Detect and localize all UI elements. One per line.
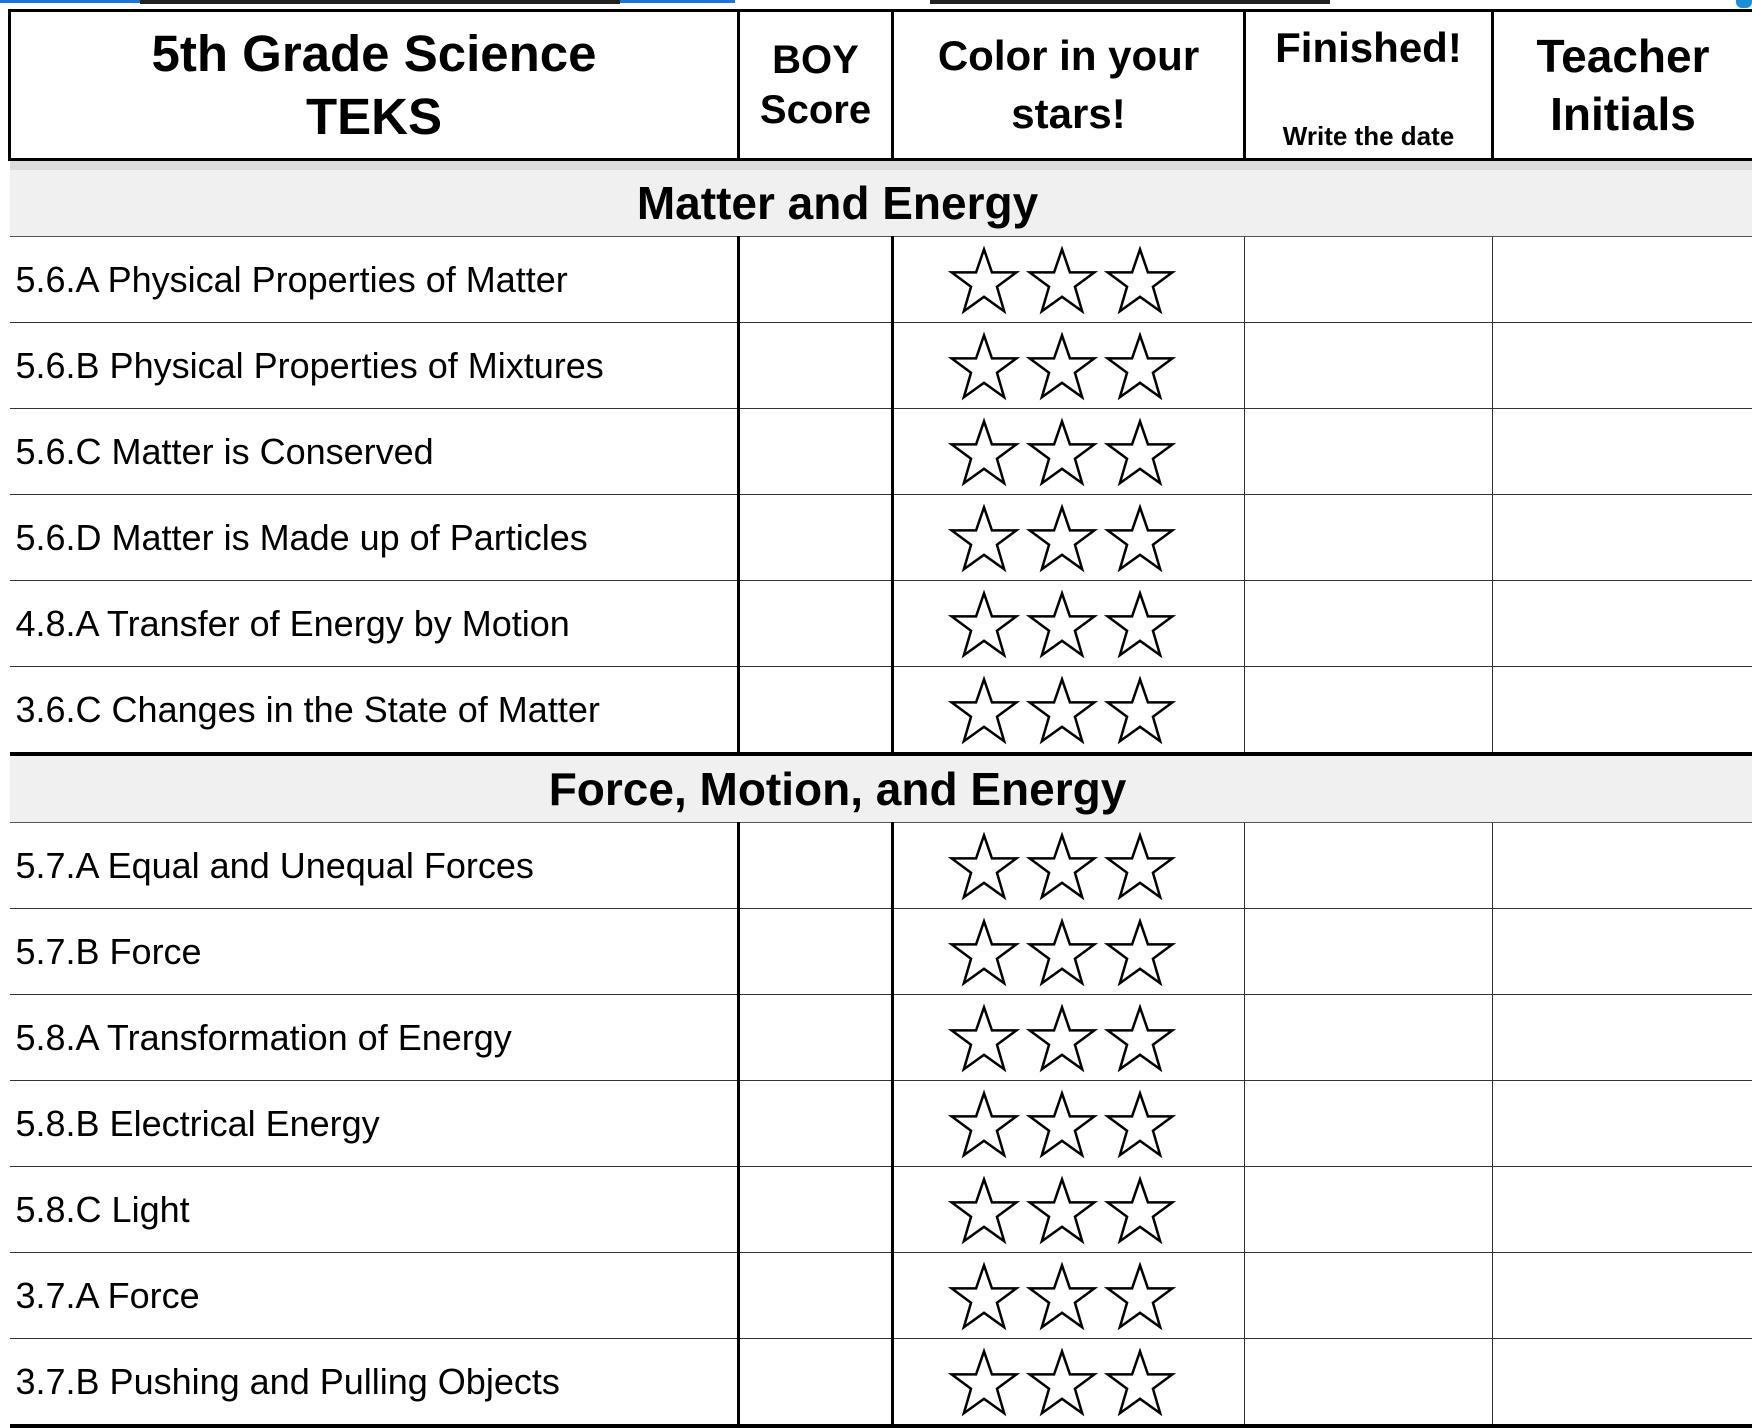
star-outline-icon[interactable] (1026, 1175, 1098, 1247)
table-row (10, 909, 1752, 995)
star-outline-icon[interactable] (1026, 417, 1098, 489)
finished-header-title: Finished! (1246, 24, 1491, 72)
teacher-initials-cell[interactable] (1493, 667, 1752, 755)
table-body (10, 160, 1752, 1427)
star-outline-icon[interactable] (1104, 917, 1176, 989)
progress-tracker-table (8, 9, 1752, 1428)
star-outline-icon[interactable] (1104, 831, 1176, 903)
stars-cell (893, 409, 1245, 495)
star-outline-icon[interactable] (948, 245, 1020, 317)
star-outline-icon[interactable] (1026, 675, 1098, 747)
stars-cell (893, 581, 1245, 667)
finished-date-cell[interactable] (1245, 237, 1493, 323)
star-outline-icon[interactable] (1026, 917, 1098, 989)
star-outline-icon[interactable] (1104, 245, 1176, 317)
star-outline-icon[interactable] (1026, 589, 1098, 661)
star-outline-icon[interactable] (948, 1261, 1020, 1333)
star-outline-icon[interactable] (948, 589, 1020, 661)
stars-header-line2: stars! (1011, 90, 1125, 137)
table-row (10, 323, 1752, 409)
boy-header-line1: BOY (772, 38, 859, 82)
star-outline-icon[interactable] (1104, 331, 1176, 403)
table-row (10, 581, 1752, 667)
teacher-initials-column-header (1493, 11, 1752, 160)
table-row (10, 409, 1752, 495)
teacher-initials-cell[interactable] (1493, 1081, 1752, 1167)
teacher-initials-cell[interactable] (1493, 323, 1752, 409)
teks-label: 5.8.B Electrical Energy (10, 1081, 739, 1167)
finished-date-cell[interactable] (1245, 409, 1493, 495)
teks-label: 5.6.C Matter is Conserved (10, 409, 739, 495)
star-outline-icon[interactable] (948, 417, 1020, 489)
star-outline-icon[interactable] (1104, 1261, 1176, 1333)
star-rating (948, 1003, 1176, 1075)
table-row (10, 495, 1752, 581)
top-underline (930, 0, 1330, 4)
finished-date-cell[interactable] (1245, 823, 1493, 909)
star-outline-icon[interactable] (1026, 1347, 1098, 1419)
section-header-row (10, 754, 1752, 823)
star-outline-icon[interactable] (1026, 1261, 1098, 1333)
finished-column-header (1245, 11, 1493, 160)
finished-date-cell[interactable] (1245, 1339, 1493, 1427)
boy-score-column-header (739, 11, 893, 160)
stars-cell (893, 995, 1245, 1081)
boy-score-cell[interactable] (739, 1339, 893, 1427)
boy-score-cell[interactable] (739, 409, 893, 495)
teacher-initials-cell[interactable] (1493, 237, 1752, 323)
stars-cell (893, 323, 1245, 409)
finished-date-cell[interactable] (1245, 581, 1493, 667)
star-outline-icon[interactable] (948, 1175, 1020, 1247)
star-rating (948, 1175, 1176, 1247)
table-row (10, 1253, 1752, 1339)
boy-score-cell[interactable] (739, 1167, 893, 1253)
star-outline-icon[interactable] (1026, 1089, 1098, 1161)
section-title: Matter and Energy (637, 177, 1038, 229)
table-row (10, 995, 1752, 1081)
teacher-initials-cell[interactable] (1493, 1253, 1752, 1339)
star-rating (948, 1261, 1176, 1333)
star-outline-icon[interactable] (948, 1089, 1020, 1161)
star-outline-icon[interactable] (948, 675, 1020, 747)
star-outline-icon[interactable] (1026, 245, 1098, 317)
finished-date-cell[interactable] (1245, 1081, 1493, 1167)
section-title: Force, Motion, and Energy (549, 763, 1127, 815)
star-outline-icon[interactable] (948, 1347, 1020, 1419)
finished-date-cell[interactable] (1245, 1253, 1493, 1339)
star-outline-icon[interactable] (948, 917, 1020, 989)
star-rating (948, 675, 1176, 747)
finished-date-cell[interactable] (1245, 495, 1493, 581)
teks-label: 5.7.A Equal and Unequal Forces (10, 823, 739, 909)
star-rating (948, 589, 1176, 661)
teks-label: 3.6.C Changes in the State of Matter (10, 667, 739, 755)
stars-cell (893, 237, 1245, 323)
teks-label: 5.6.A Physical Properties of Matter (10, 237, 739, 323)
boy-score-cell[interactable] (739, 581, 893, 667)
stars-cell (893, 1339, 1245, 1427)
star-rating (948, 917, 1176, 989)
teks-label: 3.7.A Force (10, 1253, 739, 1339)
teks-label: 5.8.A Transformation of Energy (10, 995, 739, 1081)
corner-mark-icon (1736, 0, 1752, 8)
star-outline-icon[interactable] (948, 503, 1020, 575)
teks-header-line1: 5th Grade Science (151, 25, 596, 82)
star-outline-icon[interactable] (1026, 831, 1098, 903)
top-underline (140, 0, 620, 4)
teks-label: 5.8.C Light (10, 1167, 739, 1253)
finished-date-cell[interactable] (1245, 323, 1493, 409)
teacher-initials-cell[interactable] (1493, 1167, 1752, 1253)
teacher-initials-cell[interactable] (1493, 823, 1752, 909)
table-row (10, 1081, 1752, 1167)
stars-cell (893, 1167, 1245, 1253)
star-outline-icon[interactable] (1104, 1175, 1176, 1247)
boy-score-cell[interactable] (739, 909, 893, 995)
star-outline-icon[interactable] (1026, 1003, 1098, 1075)
star-rating (948, 331, 1176, 403)
boy-score-cell[interactable] (739, 995, 893, 1081)
teacher-initials-cell[interactable] (1493, 409, 1752, 495)
header-row (10, 11, 1752, 160)
table-row (10, 237, 1752, 323)
stars-cell (893, 667, 1245, 755)
star-outline-icon[interactable] (1104, 675, 1176, 747)
finished-date-cell[interactable] (1245, 909, 1493, 995)
boy-score-cell[interactable] (739, 1253, 893, 1339)
table-row (10, 1339, 1752, 1427)
star-outline-icon[interactable] (948, 331, 1020, 403)
star-outline-icon[interactable] (1104, 1003, 1176, 1075)
finished-header-subtitle: Write the date (1246, 121, 1491, 152)
finished-date-cell[interactable] (1245, 1167, 1493, 1253)
teks-column-header (10, 11, 739, 160)
stars-cell (893, 495, 1245, 581)
header-spacer (10, 160, 1752, 171)
boy-score-cell[interactable] (739, 495, 893, 581)
boy-score-cell[interactable] (739, 237, 893, 323)
stars-cell (893, 909, 1245, 995)
teks-label: 5.6.D Matter is Made up of Particles (10, 495, 739, 581)
boy-score-cell[interactable] (739, 667, 893, 755)
star-outline-icon[interactable] (1104, 1347, 1176, 1419)
stars-cell (893, 1081, 1245, 1167)
star-outline-icon[interactable] (1104, 1089, 1176, 1161)
star-outline-icon[interactable] (1104, 589, 1176, 661)
star-rating (948, 245, 1176, 317)
stars-cell (893, 1253, 1245, 1339)
boy-score-cell[interactable] (739, 823, 893, 909)
boy-score-cell[interactable] (739, 1081, 893, 1167)
stars-cell (893, 823, 1245, 909)
teacher-initials-cell[interactable] (1493, 909, 1752, 995)
finished-date-cell[interactable] (1245, 995, 1493, 1081)
teacher-header-line2: Initials (1550, 88, 1696, 140)
teacher-initials-cell[interactable] (1493, 1339, 1752, 1427)
teks-label: 3.7.B Pushing and Pulling Objects (10, 1339, 739, 1427)
table-row (10, 1167, 1752, 1253)
star-rating (948, 1347, 1176, 1419)
star-outline-icon[interactable] (1104, 417, 1176, 489)
star-outline-icon[interactable] (1026, 331, 1098, 403)
star-outline-icon[interactable] (948, 831, 1020, 903)
boy-header-line2: Score (760, 88, 871, 132)
teks-label: 5.6.B Physical Properties of Mixtures (10, 323, 739, 409)
star-rating (948, 1089, 1176, 1161)
stars-column-header (893, 11, 1245, 160)
star-outline-icon[interactable] (948, 1003, 1020, 1075)
teacher-initials-cell[interactable] (1493, 495, 1752, 581)
stars-header-line1: Color in your (938, 32, 1199, 79)
teacher-initials-cell[interactable] (1493, 581, 1752, 667)
teks-header-line2: TEKS (306, 88, 442, 145)
teks-label: 5.7.B Force (10, 909, 739, 995)
finished-date-cell[interactable] (1245, 667, 1493, 755)
star-rating (948, 417, 1176, 489)
table-row (10, 823, 1752, 909)
star-rating (948, 503, 1176, 575)
star-rating (948, 831, 1176, 903)
star-outline-icon[interactable] (1104, 503, 1176, 575)
star-outline-icon[interactable] (1026, 503, 1098, 575)
teks-label: 4.8.A Transfer of Energy by Motion (10, 581, 739, 667)
teacher-initials-cell[interactable] (1493, 995, 1752, 1081)
teacher-header-line1: Teacher (1536, 30, 1709, 82)
boy-score-cell[interactable] (739, 323, 893, 409)
section-header-row (10, 170, 1752, 237)
table-row (10, 667, 1752, 755)
